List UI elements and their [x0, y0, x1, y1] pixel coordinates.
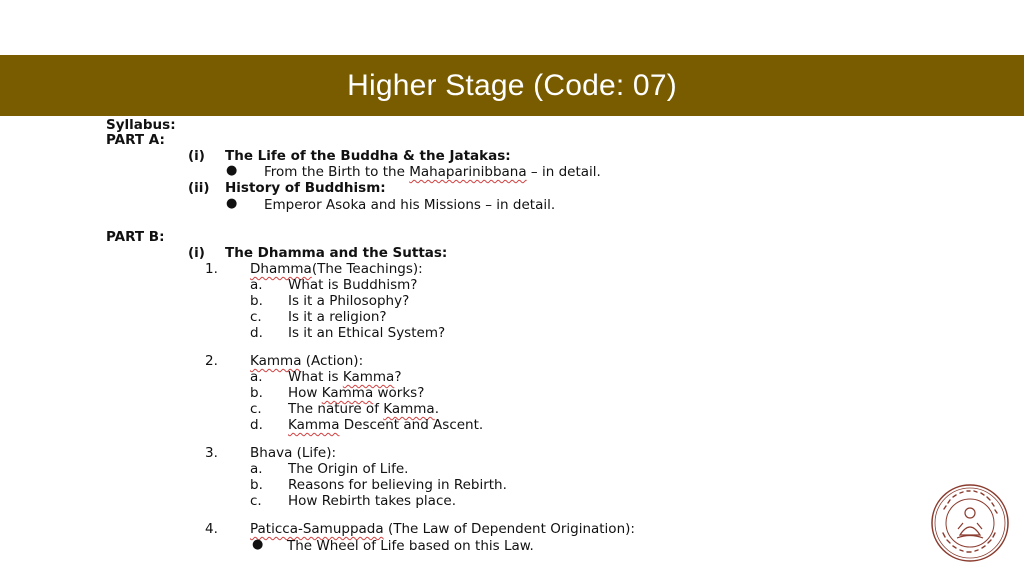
seal-icon	[930, 483, 1010, 563]
part-a-section-2-bullet: Emperor Asoka and his Missions – in detail.	[264, 197, 556, 213]
list-item: Reasons for believing in Rebirth.	[288, 477, 507, 493]
list-item: What is Kamma?	[288, 369, 402, 385]
list-item: What is Buddhism?	[288, 277, 418, 293]
bullet-icon: ●	[226, 196, 238, 211]
part-a-section-2-num: (ii)	[188, 180, 210, 196]
item-3-title: Bhava (Life):	[250, 445, 337, 461]
list-item: Is it an Ethical System?	[288, 325, 446, 341]
list-item: How Rebirth takes place.	[288, 493, 456, 509]
part-a-section-2-title: History of Buddhism:	[225, 180, 386, 196]
syllabus-heading: Syllabus:	[106, 117, 176, 133]
item-4-bullet: The Wheel of Life based on this Law.	[287, 538, 534, 554]
list-item-letter: b.	[250, 385, 263, 401]
list-item-letter: a.	[250, 369, 263, 385]
part-a-section-1-title: The Life of the Buddha & the Jatakas:	[225, 148, 511, 164]
list-item: The nature of Kamma.	[288, 401, 439, 417]
item-1-title: Dhamma(The Teachings):	[250, 261, 423, 277]
list-item-letter: b.	[250, 477, 263, 493]
bullet-icon: ●	[226, 163, 238, 178]
item-4-num: 4.	[205, 521, 218, 537]
item-2-num: 2.	[205, 353, 218, 369]
bullet-icon: ●	[252, 537, 264, 552]
list-item: How Kamma works?	[288, 385, 425, 401]
list-item-letter: c.	[250, 493, 262, 509]
list-item-letter: a.	[250, 461, 263, 477]
item-2-title: Kamma (Action):	[250, 353, 364, 369]
part-a-section-1-bullet: From the Birth to the Mahaparinibbana – in detail.	[264, 164, 601, 180]
part-a-section-1-num: (i)	[188, 148, 205, 164]
list-item-letter: d.	[250, 417, 263, 433]
list-item-letter: c.	[250, 401, 262, 417]
list-item: Kamma Descent and Ascent.	[288, 417, 484, 433]
item-1-num: 1.	[205, 261, 218, 277]
list-item-letter: b.	[250, 293, 263, 309]
list-item-letter: a.	[250, 277, 263, 293]
part-b-section-title: The Dhamma and the Suttas:	[225, 245, 448, 261]
item-3-num: 3.	[205, 445, 218, 461]
list-item-letter: d.	[250, 325, 263, 341]
list-item-letter: c.	[250, 309, 262, 325]
part-a-label: PART A:	[106, 132, 165, 148]
item-4-title: Paticca-Samuppada (The Law of Dependent Origination):	[250, 521, 635, 537]
list-item: The Origin of Life.	[288, 461, 409, 477]
list-item: Is it a Philosophy?	[288, 293, 410, 309]
list-item: Is it a religion?	[288, 309, 387, 325]
part-b-section-num: (i)	[188, 245, 205, 261]
part-b-label: PART B:	[106, 229, 165, 245]
page-title: Higher Stage (Code: 07)	[347, 68, 677, 102]
title-banner	[0, 55, 1024, 116]
